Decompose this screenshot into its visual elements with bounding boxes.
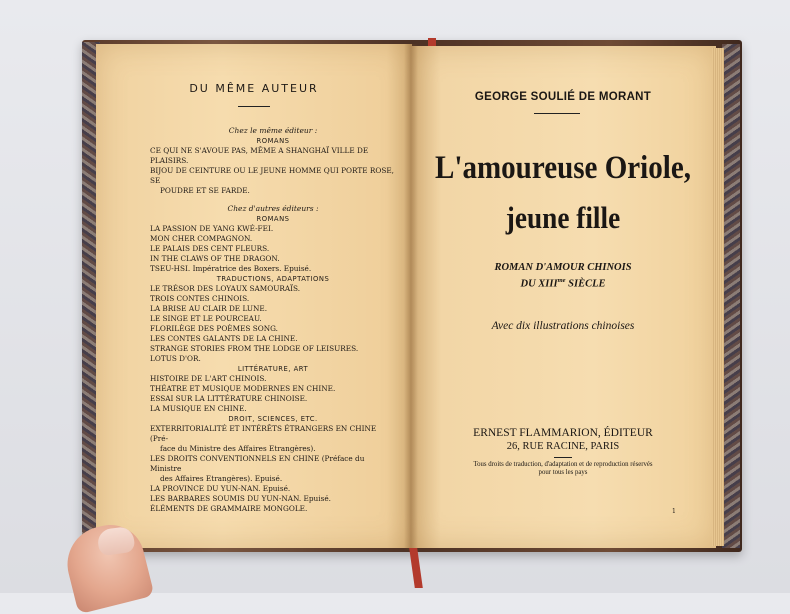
subtitle-suffix: SIÈCLE (565, 278, 606, 290)
bibliography-entry: MON CHER COMPAGNON. (150, 234, 253, 243)
bibliography-entry: LES DROITS CONVENTIONNELS EN CHINE (Préface du Ministre (150, 454, 365, 473)
bibliography-entry: THÉATRE ET MUSIQUE MODERNES EN CHINE. (150, 384, 336, 393)
category-heading: ROMANS (256, 137, 290, 145)
author-name: GEORGE SOULIÉ DE MORANT (474, 91, 652, 103)
bibliography-entry: TSEU-HSI. Impératrice des Boxers. Epuisé. (150, 264, 312, 273)
rights-line-1: Tous droits de traduction, d'adaptation et de reproduction réservés (473, 461, 653, 468)
bibliography-list (150, 126, 396, 514)
bibliography-entry: LA MUSIQUE EN CHINE. (150, 404, 247, 413)
illustrations-note: Avec dix illustrations chinoises (491, 320, 635, 332)
bibliography-entry: LES BARBARES SOUMIS DU YUN-NAN. Epuisé. (150, 494, 331, 503)
bibliography-entry: HISTOIRE DE L'ART CHINOIS. (150, 374, 267, 383)
rights-line-2: pour tous les pays (538, 469, 588, 476)
bibliography-entry: LES CONTES GALANTS DE LA CHINE. (150, 334, 298, 343)
subtitle-line-2 (410, 277, 716, 290)
subtitle-superscript: me (557, 277, 566, 284)
rights-notice (440, 461, 686, 477)
category-heading: LITTÉRATURE, ART (237, 365, 309, 373)
spacer (150, 196, 396, 204)
left-page-heading: DU MÊME AUTEUR (189, 82, 319, 95)
bibliography-entry: LA BRISE AU CLAIR DE LUNE. (150, 304, 268, 313)
title-line-2: jeune fille (505, 200, 621, 235)
category-heading: TRADUCTIONS, ADAPTATIONS (216, 275, 330, 283)
subtitle-line-1: ROMAN D'AMOUR CHINOIS (494, 262, 632, 273)
bibliography-entry: LA PASSION DE YANG KWÉ-FEI. (150, 224, 274, 233)
ribbon-bookmark (409, 548, 423, 588)
bibliography-entry: STRANGE STORIES FROM THE LODGE OF LEISURES. (150, 344, 359, 353)
publisher-heading: Chez le même éditeur : (228, 126, 318, 135)
bibliography-entry: ÉLÉMENTS DE GRAMMAIRE MONGOLE. (150, 504, 308, 513)
bibliography-entry: face du Ministre des Affaires Etrangères). (160, 444, 316, 453)
category-heading: ROMANS (256, 215, 290, 223)
bibliography-entry: ESSAI SUR LA LITTÉRATURE CHINOISE. (150, 394, 308, 403)
left-page-content (96, 44, 412, 548)
bibliography-entry: CE QUI NE S'AVOUE PAS, MÊME A SHANGHAÏ VILLE DE PLAISIRS. (150, 146, 369, 165)
bibliography-entry: LE PALAIS DES CENT FLEURS. (150, 244, 270, 253)
author-rule (534, 113, 580, 114)
bibliography-entry: IN THE CLAWS OF THE DRAGON. (150, 254, 280, 263)
bibliography-entry: LOTUS D'OR. (150, 354, 201, 363)
bibliography-entry: POUDRE ET SE FARDE. (160, 186, 250, 195)
heading-rule (238, 106, 270, 107)
bibliography-entry: LA PROVINCE DU YUN-NAN. Epuisé. (150, 484, 291, 493)
title-line-1: L'amoureuse Oriole, (435, 150, 691, 186)
bibliography-entry: LE SINGE ET LE POURCEAU. (150, 314, 262, 323)
bibliography-entry: EXTERRITORIALITÉ ET INTÉRÊTS ÉTRANGERS EN CHINE (Pré- (150, 424, 377, 443)
subtitle-prefix: DU XIII (520, 278, 558, 290)
category-heading: DROIT, SCIENCES, ETC. (228, 415, 318, 423)
right-page-content (410, 46, 716, 548)
bibliography-entry: FLORILÈGE DES POÈMES SONG. (150, 324, 278, 333)
bibliography-entry: des Affaires Etrangères). Epuisé. (160, 474, 283, 483)
bibliography-entry: LE TRÉSOR DES LOYAUX SAMOURAÏS. (150, 284, 301, 293)
publisher-rule (554, 457, 572, 458)
publisher-address: 26, RUE RACINE, PARIS (506, 441, 620, 452)
marbled-endpaper-right (722, 44, 740, 548)
publisher-name: ERNEST FLAMMARION, ÉDITEUR (473, 427, 653, 439)
publisher-heading: Chez d'autres éditeurs : (227, 204, 319, 213)
bibliography-entry: TROIS CONTES CHINOIS. (150, 294, 250, 303)
bibliography-entry: BIJOU DE CEINTURE OU LE JEUNE HOMME QUI PORTE ROSE, SE (150, 166, 394, 185)
page-number: 1 (672, 508, 676, 515)
